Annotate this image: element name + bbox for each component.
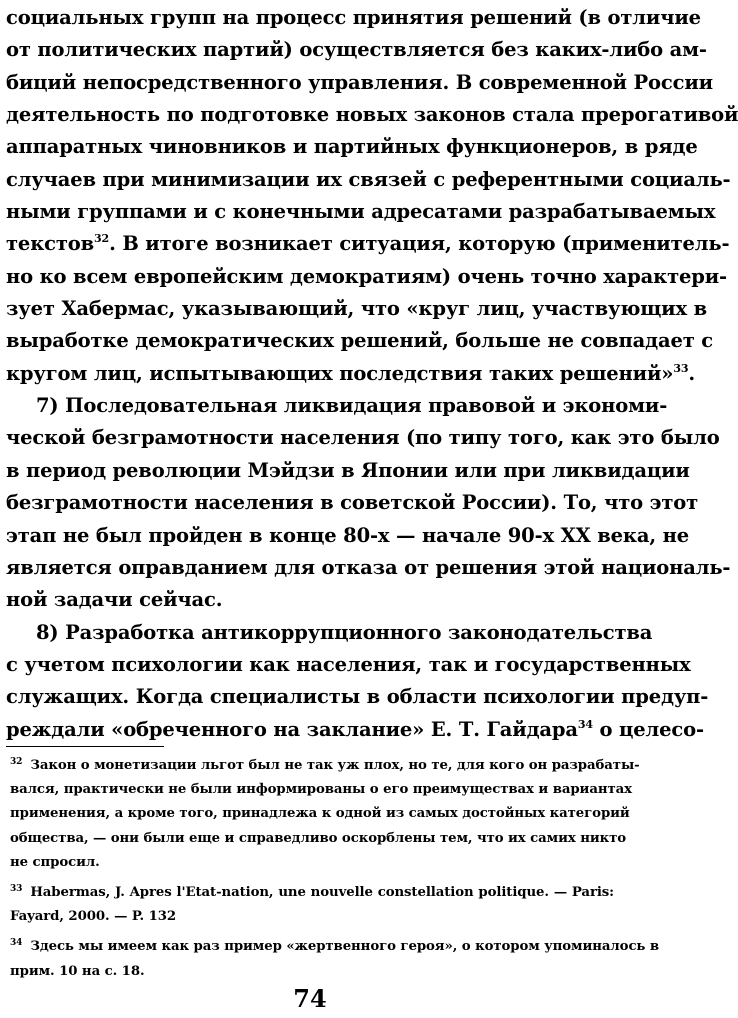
- text-line: социальных групп на процесс принятия решений (в отличие: [6, 6, 701, 29]
- text-line: деятельность по подготовке новых законов стала прерогативой: [6, 103, 738, 127]
- text-line: [6, 358, 695, 390]
- footnote-line: применения, а кроме того, принадлежа к одной из самых достойных категорий: [10, 806, 630, 822]
- footnote-line: вался, практически не были информированы о его преимуществах и вариантах: [10, 782, 632, 798]
- text-fragment: текстов: [6, 232, 95, 256]
- text-fragment: . В итоге возникает ситуация, которую (применитель-: [109, 232, 730, 256]
- text-line: безграмотности населения в советской России). То, что этот: [6, 491, 699, 515]
- text-line: выработке демократических решений, больше не совпадает с: [6, 329, 714, 353]
- text-fragment: о целесо-: [592, 717, 704, 741]
- footnote-ref-32[interactable]: 32: [94, 232, 110, 246]
- footnote-divider: [6, 746, 164, 747]
- text-line: аппаратных чиновников и партийных функционеров, в ряде: [6, 135, 698, 159]
- text-fragment: кругом лиц, испытывающих последствия таких решений»: [6, 361, 674, 385]
- footnote-33: [6, 881, 614, 929]
- text-line: ной задачи сейчас.: [6, 588, 223, 612]
- footnote-32: [6, 754, 640, 875]
- page-number: 74: [293, 984, 327, 1013]
- text-line: биций непосредственного управления. В современной России: [6, 70, 713, 94]
- footnote-line: не спросил.: [10, 854, 100, 870]
- footnote-text: Здесь мы имеем как раз пример «жертвенного героя», о котором упоминалось в: [30, 939, 660, 955]
- text-line: с учетом психологии как населения, так и государственных: [6, 652, 691, 676]
- text-line: [6, 714, 704, 746]
- footnote-line: [6, 881, 614, 905]
- text-line: но ко всем европейским демократиям) очень точно характери-: [6, 264, 727, 288]
- text-line: ческой безграмотности населения (по типу того, как это было: [6, 426, 720, 450]
- footnotes: [6, 754, 660, 984]
- paragraph-7-start: 7) Последовательная ликвидация правовой и экономи-: [36, 394, 668, 418]
- footnote-number: 34: [10, 938, 23, 949]
- footnote-text: Habermas, J. Apres l'Etat-nation, une nouvelle constellation politique. — Paris:: [30, 884, 614, 900]
- text-line: служащих. Когда специалисты в области психологии предуп-: [6, 685, 709, 709]
- text-line: в период революции Мэйдзи в Японии или при ликвидации: [6, 458, 690, 482]
- text-fragment: реждали «обреченного на заклание» Е. Т. Гайдара: [6, 717, 578, 741]
- footnote-number: 33: [10, 883, 23, 894]
- footnote-number: 32: [10, 757, 23, 767]
- text-line: этап не был пройден в конце 80-х — начале 90-х XX века, не: [6, 523, 689, 547]
- text-line: ными группами и с конечными адресатами разрабатываемых: [6, 200, 716, 224]
- footnote-ref-34[interactable]: 34: [577, 717, 593, 731]
- footnote-text: Закон о монетизации льгот был не так уж плох, но те, для кого он разрабаты-: [30, 758, 640, 773]
- text-line: случаев при минимизации их связей с референтными социаль-: [6, 167, 731, 191]
- footnote-line: прим. 10 на с. 18.: [10, 963, 145, 979]
- paragraph-8-start: 8) Разработка антикоррупционного законодательства: [36, 620, 653, 644]
- text-line: зует Хабермас, указывающий, что «круг лиц, участвующих в: [6, 297, 707, 321]
- footnote-ref-33[interactable]: 33: [673, 361, 689, 375]
- text-line: от политических партий) осуществляется без каких-либо ам-: [6, 38, 707, 62]
- footnote-line: [6, 935, 660, 959]
- footnote-line: [6, 754, 640, 778]
- main-text: [6, 2, 738, 746]
- text-fragment: .: [688, 361, 695, 385]
- footnote-line: общества, — они были еще и справедливо оскорблены тем, что их самих никто: [10, 830, 627, 846]
- text-line: [6, 228, 730, 260]
- footnote-34: [6, 935, 660, 983]
- footnote-line: Fayard, 2000. — P. 132: [10, 909, 177, 925]
- text-line: является оправданием для отказа от решения этой националь-: [6, 555, 731, 579]
